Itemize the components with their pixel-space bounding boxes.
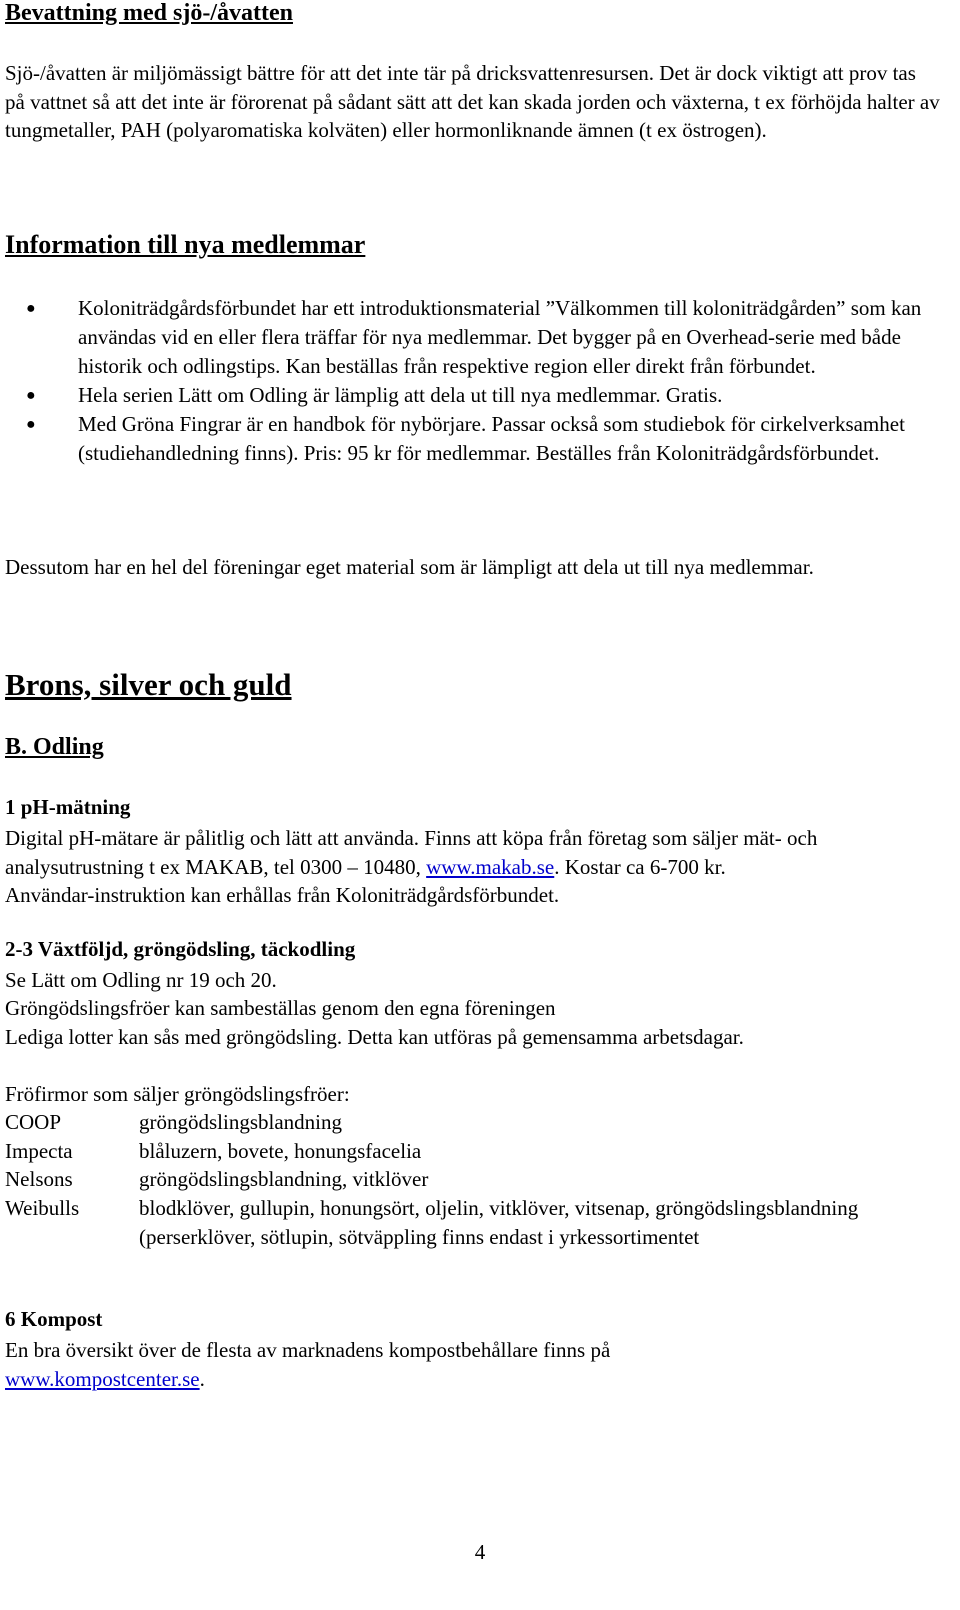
makab-link[interactable]: www.makab.se [426,854,555,879]
company-products: blåluzern, bovete, honungsfacelia [139,1139,422,1163]
bullet-icon: ● [26,300,36,317]
company-name: COOP [5,1110,62,1134]
kompost-period: . [199,1366,205,1391]
heading-kompost: 6 Kompost [5,1307,103,1331]
company-name: Weibulls [5,1196,80,1220]
heading-ph: 1 pH-mätning [5,795,131,819]
company-products: gröngödslingsblandning, vitklöver [139,1167,429,1191]
paragraph-dessutom: Dessutom har en hel del föreningar eget material som är lämpligt att dela ut till nya medlemmar. [5,555,814,579]
list-item [0,294,935,381]
bullet-list [0,294,960,468]
paragraph-kompost [5,1336,940,1393]
paragraph-ph [5,824,940,910]
company-products: blodklöver, gullupin, honungsört, oljelin, vitklöver, vitsenap, gröngödslingsblandning (perserklöver, sötlupin, sötväppling finns endast i yrkessortimentet [139,1196,859,1249]
ph-text-instruction: Användar-instruktion kan erhållas från Koloniträdgårdsförbundet. [5,883,560,907]
ph-text-after: . Kostar ca 6-700 kr. [554,854,726,879]
heading-vaxtfoljd: 2-3 Växtföljd, gröngödsling, täckodling [5,937,356,961]
section-title-information: Information till nya medlemmar [5,230,366,259]
list-item [0,381,935,410]
page-number: 4 [474,1540,486,1564]
bullet-icon: ● [26,387,36,404]
subsection-title-odling: B. Odling [5,734,104,760]
paragraph-bevattning: Sjö-/åvatten är miljömässigt bättre för att det inte tär på dricksvattenresursen. Det är dock viktigt att prov tas på vattnet så att det inte är förorenat på sådant sätt att det kan skada jorden och växterna, t ex förhöjda halter av tungmetaller, PAH (polyaromatiska kolväten) eller hormonliknande ämnen (t ex östrogen). [5,61,940,142]
company-name: Nelsons [5,1167,73,1191]
vaxt-line: Lediga lotter kan sås med gröngödsling. Detta kan utföras på gemensamma arbetsdagar. [5,1025,744,1049]
list-item-text: Hela serien Lätt om Odling är lämplig att dela ut till nya medlemmar. Gratis. [78,383,723,407]
section-title-bevattning: Bevattning med sjö-/åvatten [5,0,293,26]
heading-frofirmor: Fröfirmor som säljer gröngödslingsfröer: [5,1082,350,1106]
ph-text: Digital pH-mätare är pålitlig och lätt att använda. Finns att köpa från företag som säljer mät- och analysutrustning t ex MAKAB, tel 0300 – 10480, [5,826,818,879]
company-products: gröngödslingsblandning [139,1110,342,1134]
kompostcenter-link[interactable]: www.kompostcenter.se [5,1366,200,1391]
list-item-text: Koloniträdgårdsförbundet har ett introduktionsmaterial ”Välkommen till koloniträdgården” som kan användas vid en eller flera träffar för nya medlemmar. Det bygger på en Overhead-serie med både historik och odlingstips. Kan beställas från respektive region eller direkt från förbundet. [78,296,922,378]
vaxt-line: Gröngödslingsfröer kan sambeställas genom den egna föreningen [5,996,556,1020]
kompost-text: En bra översikt över de flesta av marknadens kompostbehållare finns på [5,1338,611,1362]
list-item [0,410,935,468]
company-name: Impecta [5,1139,73,1163]
bullet-icon: ● [26,416,36,433]
vaxt-line: Se Lätt om Odling nr 19 och 20. [5,968,277,992]
section-title-brons: Brons, silver och guld [5,667,292,702]
list-item-text: Med Gröna Fingrar är en handbok för nybörjare. Passar också som studiebok för cirkelverksamhet (studiehandledning finns). Pris: 95 kr för medlemmar. Beställes från Koloniträdgårdsförbundet. [78,412,905,465]
